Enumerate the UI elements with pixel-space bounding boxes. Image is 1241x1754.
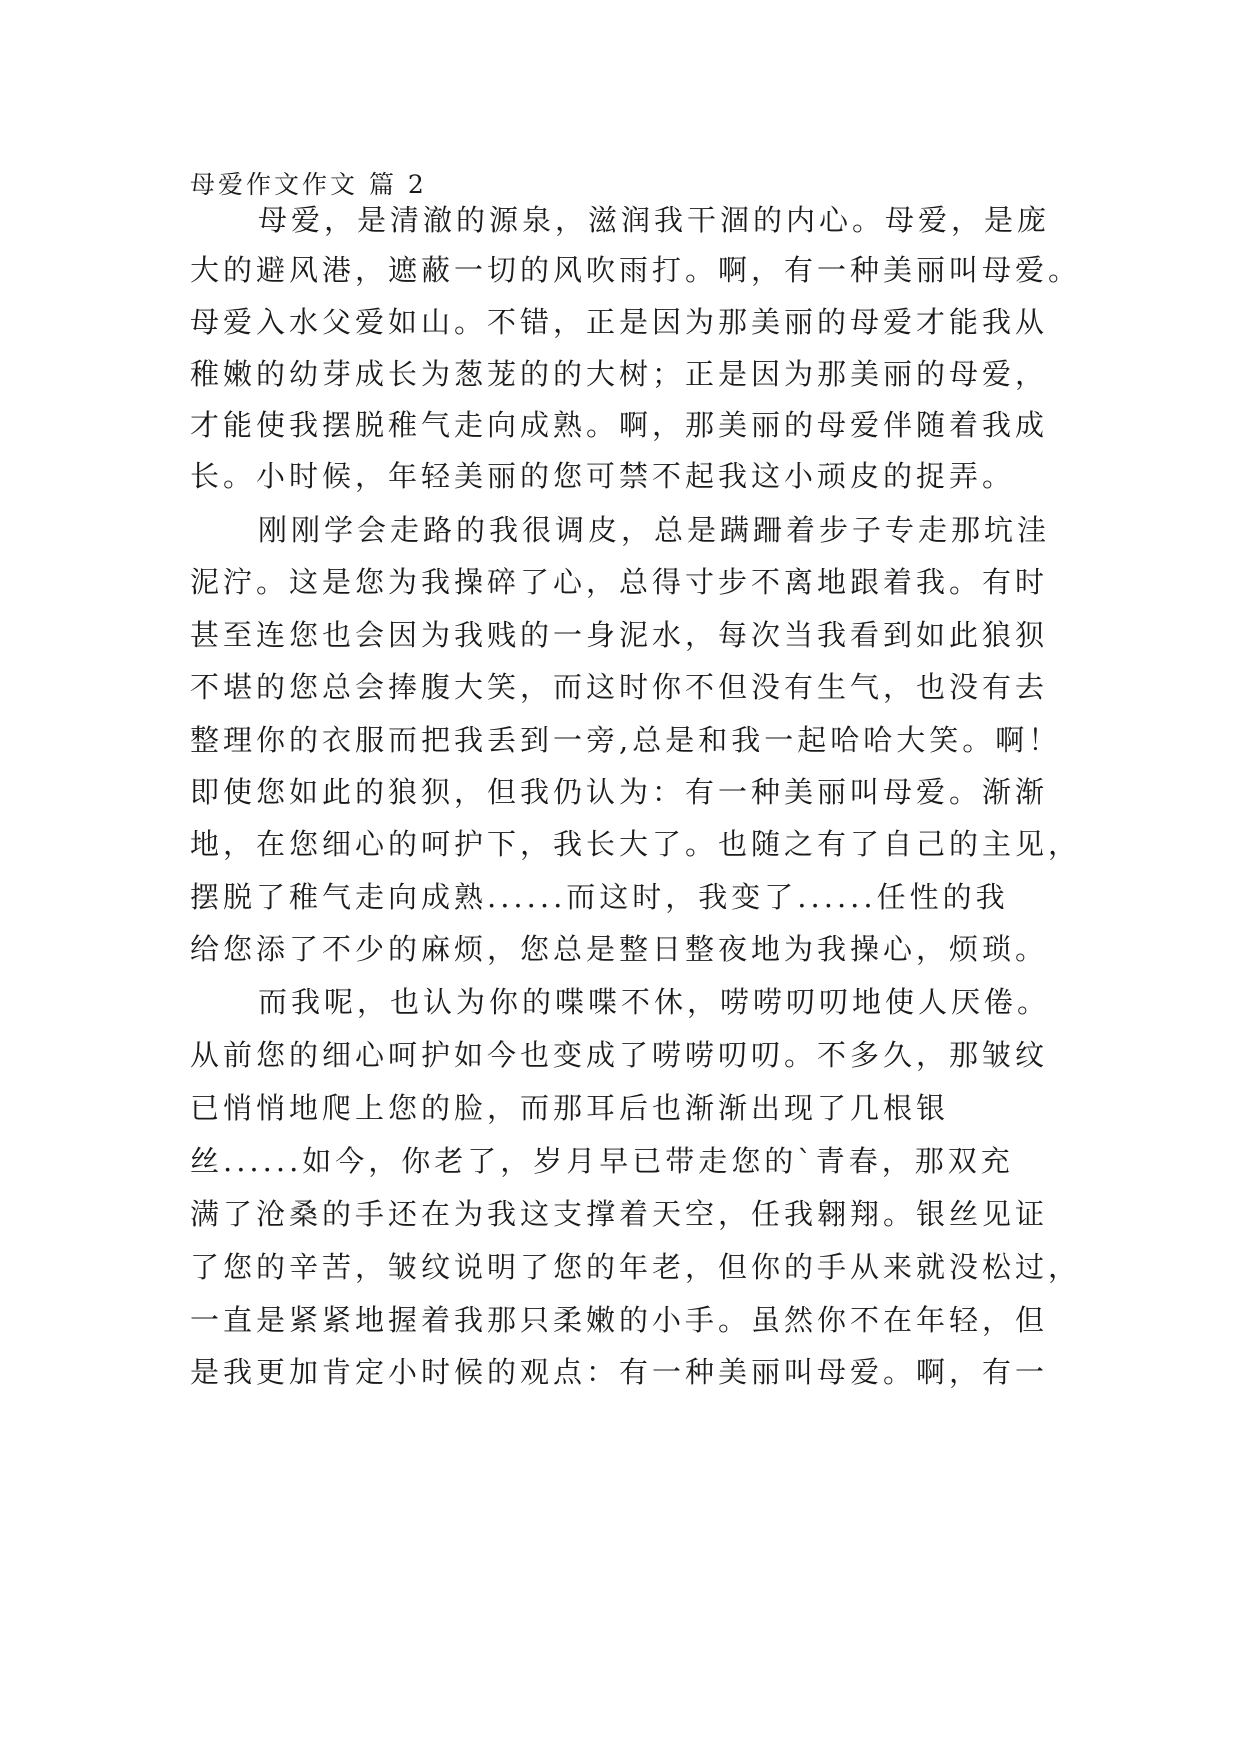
- text-line-9: 甚至连您也会因为我贱的一身泥水，每次当我看到如此狼狈: [190, 618, 1049, 652]
- text-line-8: 泥泞。这是您为我操碎了心，总得寸步不离地跟着我。有时: [190, 565, 1049, 599]
- text-line-17: 从前您的细心呵护如今也变成了唠唠叨叨。不多久，那皱纹: [190, 1038, 1049, 1072]
- text-line-4: 稚嫩的幼芽成长为葱茏的的大树；正是因为那美丽的母爱，: [190, 357, 1049, 391]
- text-line-22: 一直是紧紧地握着我那只柔嫩的小手。虽然你不在年轻，但: [190, 1303, 1049, 1337]
- text-line-19: 丝......如今，你老了，岁月早已带走您的`青春，那双充: [190, 1144, 1014, 1178]
- document-title: 母爱作文作文 篇 2: [190, 170, 427, 199]
- text-line-2: 大的避风港，遮蔽一切的风吹雨打。啊，有一种美丽叫母爱。: [190, 253, 1082, 287]
- text-line-12: 即使您如此的狼狈，但我仍认为：有一种美丽叫母爱。渐渐: [190, 775, 1049, 809]
- text-line-5: 才能使我摆脱稚气走向成熟。啊，那美丽的母爱伴随着我成: [190, 408, 1049, 442]
- text-line-13: 地，在您细心的呵护下，我长大了。也随之有了自己的主见，: [190, 827, 1082, 861]
- text-line-16: 而我呢，也认为你的喋喋不休，唠唠叨叨地使人厌倦。: [258, 985, 1051, 1019]
- text-line-20: 满了沧桑的手还在为我这支撑着天空，任我翱翔。银丝见证: [190, 1197, 1049, 1231]
- text-line-1: 母爱，是清澈的源泉，滋润我干涸的内心。母爱，是庞: [258, 203, 1051, 237]
- text-line-23: 是我更加肯定小时候的观点：有一种美丽叫母爱。啊，有一: [190, 1355, 1049, 1389]
- text-line-11: 整理你的衣服而把我丢到一旁,总是和我一起哈哈大笑。啊！: [190, 723, 1062, 757]
- text-line-18: 已悄悄地爬上您的脸，而那耳后也渐渐出现了几根银: [190, 1091, 950, 1125]
- text-line-7: 刚刚学会走路的我很调皮，总是蹒跚着步子专走那坑洼: [258, 513, 1051, 547]
- text-line-21: 了您的辛苦，皱纹说明了您的年老，但你的手从来就没松过，: [190, 1250, 1082, 1284]
- text-line-3: 母爱入水父爱如山。不错，正是因为那美丽的母爱才能我从: [190, 305, 1049, 339]
- text-line-14: 摆脱了稚气走向成熟......而这时，我变了......任性的我: [190, 880, 1009, 914]
- text-line-10: 不堪的您总会捧腹大笑，而这时你不但没有生气，也没有去: [190, 670, 1049, 704]
- text-line-15: 给您添了不少的麻烦，您总是整日整夜地为我操心，烦琐。: [190, 932, 1049, 966]
- text-line-6: 长。小时候，年轻美丽的您可禁不起我这小顽皮的捉弄。: [190, 459, 1016, 493]
